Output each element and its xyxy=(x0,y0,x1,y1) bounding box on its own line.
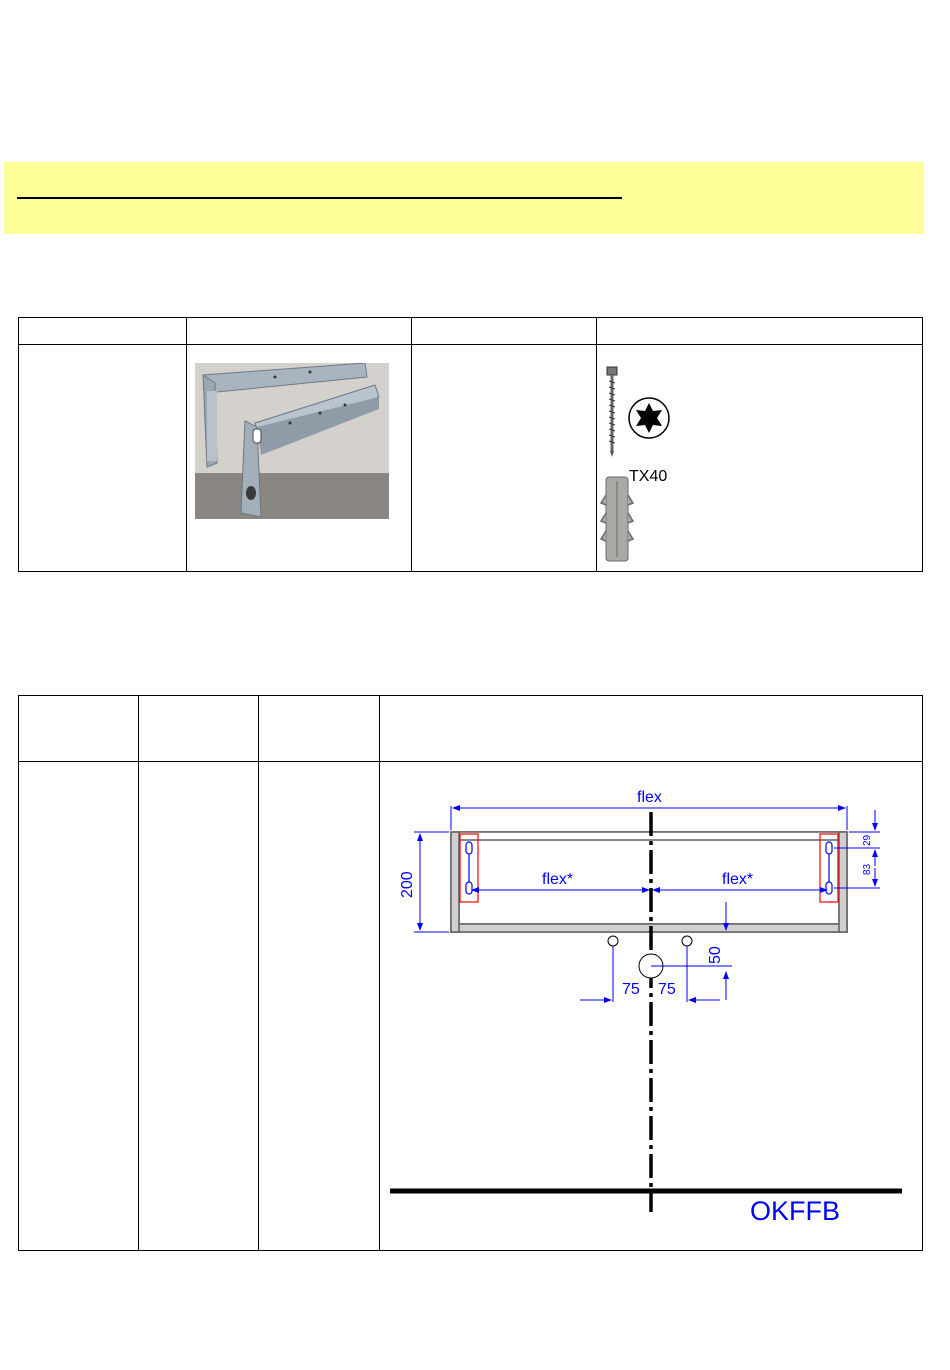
header-cell xyxy=(187,318,412,345)
parts-table xyxy=(18,317,923,572)
width-dimension xyxy=(451,806,847,830)
installation-table xyxy=(18,695,923,1251)
parts-table-header-row xyxy=(19,318,923,345)
height-dimension xyxy=(414,832,449,932)
header-cell xyxy=(19,696,139,762)
dim-75-left-label: 75 xyxy=(622,981,640,998)
header-cell xyxy=(259,696,380,762)
installation-table-row xyxy=(19,762,923,1251)
floor-label: OKFFB xyxy=(750,1196,841,1226)
dim-83-label: 83 xyxy=(862,863,873,875)
table-cell xyxy=(187,345,412,572)
header-cell xyxy=(19,318,187,345)
hardware-drawing xyxy=(597,345,923,571)
parts-table-row xyxy=(19,345,923,572)
table-cell xyxy=(412,345,597,572)
header-cell xyxy=(597,318,923,345)
width-label: flex xyxy=(637,789,662,806)
dim-75-right-label: 75 xyxy=(658,981,676,998)
mounting-drawing xyxy=(380,762,923,1250)
dim-50-label: 50 xyxy=(707,946,724,964)
screw-icon xyxy=(607,367,617,457)
bracket-image xyxy=(195,363,389,519)
drawing-cell xyxy=(380,762,923,1251)
table-cell xyxy=(139,762,259,1251)
installation-table-header-row xyxy=(19,696,923,762)
dim-29-label: 29 xyxy=(862,834,873,846)
hardware-cell xyxy=(597,345,923,572)
table-cell xyxy=(259,762,380,1251)
table-cell xyxy=(19,762,139,1251)
wall-plug-icon xyxy=(601,477,633,561)
cabinet-frame xyxy=(451,832,847,932)
torx-icon xyxy=(629,398,669,438)
half-left-label: flex* xyxy=(542,871,574,888)
banner-underline xyxy=(17,197,622,199)
bracket-photo xyxy=(195,363,389,519)
header-cell xyxy=(412,318,597,345)
table-cell xyxy=(19,345,187,572)
torx-label: TX40 xyxy=(629,468,668,485)
header-cell xyxy=(139,696,259,762)
height-label: 200 xyxy=(399,871,416,898)
header-cell xyxy=(380,696,923,762)
half-right-label: flex* xyxy=(722,871,754,888)
